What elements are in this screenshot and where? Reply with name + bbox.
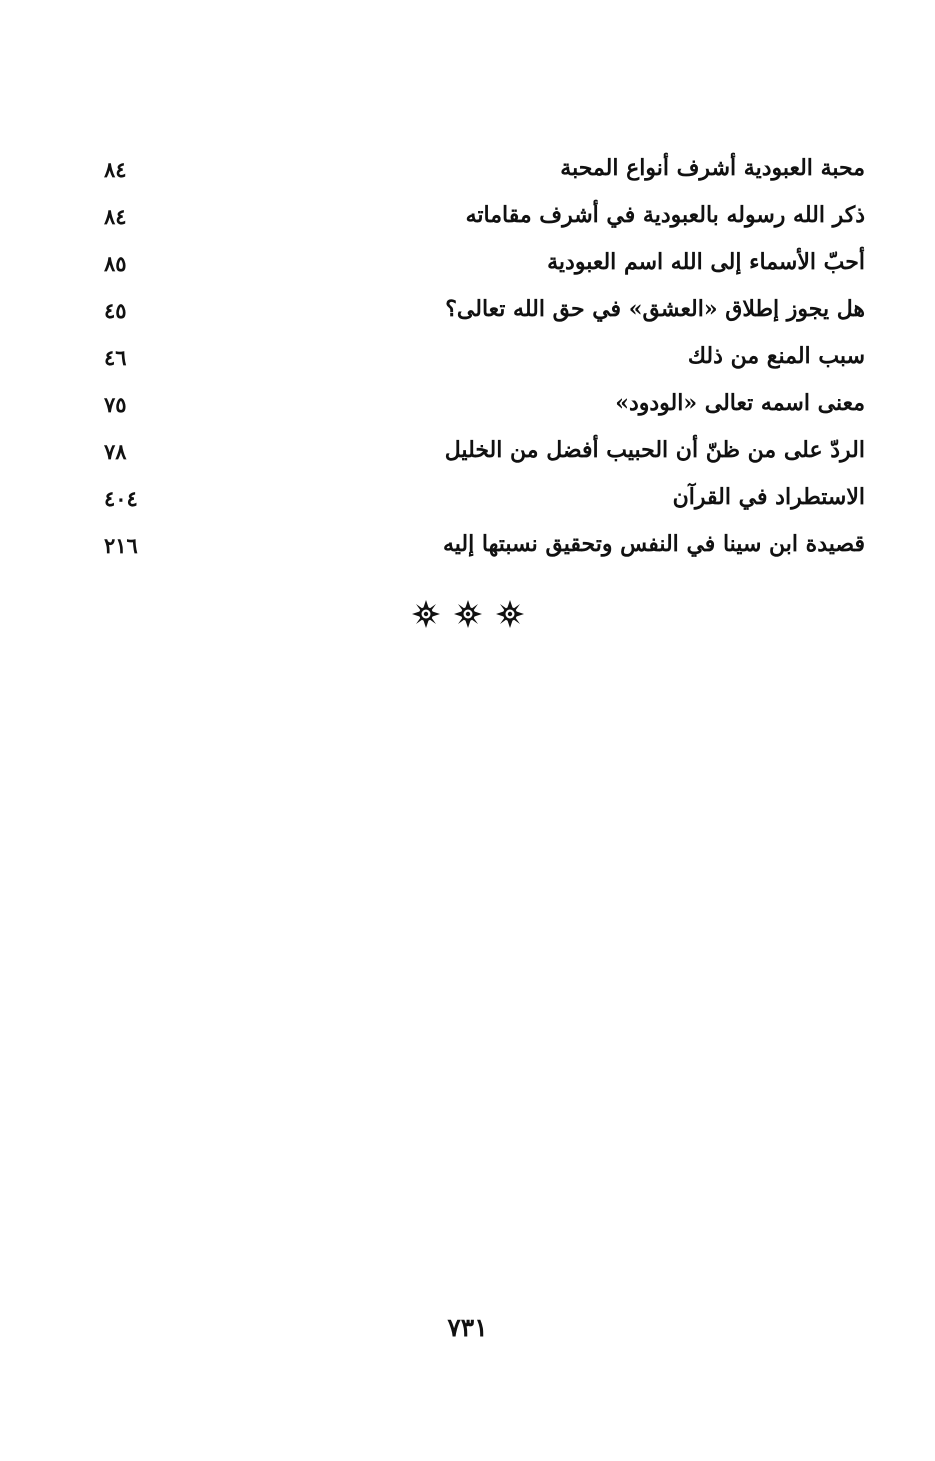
toc-entry	[100, 526, 865, 573]
toc-entry	[100, 432, 865, 479]
toc-entry-page: ٧٥	[104, 392, 127, 417]
toc-entry	[100, 244, 865, 291]
toc-entry	[100, 385, 865, 432]
floral-star-ornament-icon	[454, 600, 482, 628]
page-number: ٧٣١	[447, 1313, 488, 1342]
toc-entry-title: أحبّ الأسماء إلى الله اسم العبودية	[547, 249, 865, 275]
toc-entry-title: سبب المنع من ذلك	[687, 343, 865, 369]
toc-entry-page: ٢١٦	[104, 533, 138, 558]
toc-entry-title: محبة العبودية أشرف أنواع المحبة	[560, 155, 865, 181]
toc-entry-page: ٤٥	[104, 298, 127, 323]
toc-entry-title: الردّ على من ظنّ أن الحبيب أفضل من الخليل	[444, 437, 865, 463]
toc-entry-page: ٤٠٤	[104, 486, 138, 511]
toc-entry-page: ٨٤	[104, 204, 127, 229]
toc-entry-title: ذكر الله رسوله بالعبودية في أشرف مقاماته	[465, 202, 865, 228]
section-end-ornaments	[0, 600, 935, 628]
floral-star-ornament-icon	[412, 600, 440, 628]
toc-entry	[100, 338, 865, 385]
floral-star-ornament-icon	[496, 600, 524, 628]
toc-entry	[100, 479, 865, 526]
toc-entry-page: ٧٨	[104, 439, 127, 464]
toc-entry	[100, 291, 865, 338]
toc-entry-title: قصيدة ابن سينا في النفس وتحقيق نسبتها إليه	[443, 531, 865, 557]
toc-entry-page: ٤٦	[104, 345, 127, 370]
toc-entry	[100, 197, 865, 244]
toc-entry-page: ٨٤	[104, 157, 127, 182]
table-of-contents	[100, 150, 865, 573]
toc-entry-title: الاستطراد في القرآن	[672, 484, 865, 510]
toc-entry-title: هل يجوز إطلاق «العشق» في حق الله تعالى؟	[445, 296, 865, 322]
toc-entry	[100, 150, 865, 197]
toc-entry-page: ٨٥	[104, 251, 127, 276]
toc-entry-title: معنى اسمه تعالى «الودود»	[615, 390, 865, 416]
